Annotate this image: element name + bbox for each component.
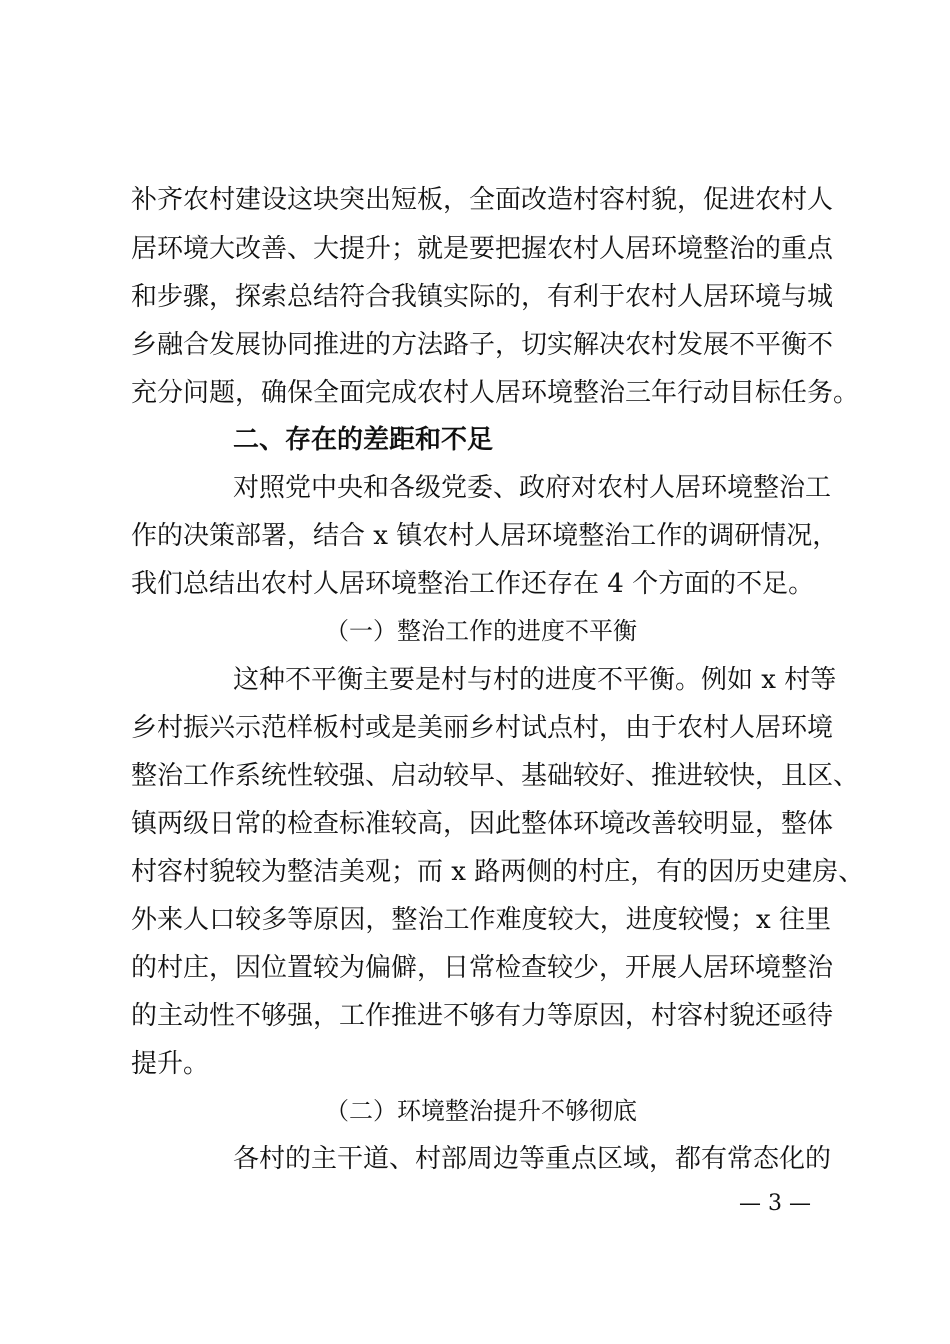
paragraph-line: 镇两级日常的检查标准较高，因此整体环境改善较明显，整体 <box>131 809 834 839</box>
section-heading: 二、存在的差距和不足 <box>233 425 494 455</box>
subsection-heading: （一）整治工作的进度不平衡 <box>325 617 637 645</box>
paragraph-line: 外来人口较多等原因，整治工作难度较大，进度较慢；x 往里 <box>131 905 831 935</box>
paragraph-line: 我们总结出农村人居环境整治工作还存在 4 个方面的不足。 <box>131 569 815 599</box>
paragraph-line: 乡融合发展协同推进的方法路子，切实解决农村发展不平衡不 <box>131 330 834 360</box>
paragraph-line: 和步骤，探索总结符合我镇实际的，有利于农村人居环境与城 <box>131 282 834 312</box>
paragraph-line: 充分问题，确保全面完成农村人居环境整治三年行动目标任务。 <box>131 378 860 408</box>
paragraph-line: 村容村貌较为整洁美观；而 x 路两侧的村庄，有的因历史建房、 <box>131 857 865 887</box>
paragraph-line: 居环境大改善、大提升；就是要把握农村人居环境整治的重点 <box>131 234 834 264</box>
paragraph-line: 各村的主干道、村部周边等重点区域，都有常态化的 <box>233 1144 832 1174</box>
paragraph-line: 的主动性不够强，工作推进不够有力等原因，村容村貌还亟待 <box>131 1001 834 1031</box>
paragraph-line: 的村庄，因位置较为偏僻，日常检查较少，开展人居环境整治 <box>131 953 834 983</box>
paragraph-line: 这种不平衡主要是村与村的进度不平衡。例如 x 村等 <box>233 665 837 695</box>
subsection-heading: （二）环境整治提升不够彻底 <box>325 1097 637 1125</box>
paragraph-line: 提升。 <box>131 1049 210 1079</box>
paragraph-line: 补齐农村建设这块突出短板，全面改造村容村貌，促进农村人 <box>131 185 834 215</box>
paragraph-line: 对照党中央和各级党委、政府对农村人居环境整治工 <box>233 473 832 503</box>
page-number: — 3 — <box>739 1191 811 1216</box>
paragraph-line: 乡村振兴示范样板村或是美丽乡村试点村，由于农村人居环境 <box>131 713 834 743</box>
paragraph-line: 作的决策部署，结合 x 镇农村人居环境整治工作的调研情况， <box>131 521 839 551</box>
paragraph-line: 整治工作系统性较强、启动较早、基础较好、推进较快，且区、 <box>131 761 860 791</box>
